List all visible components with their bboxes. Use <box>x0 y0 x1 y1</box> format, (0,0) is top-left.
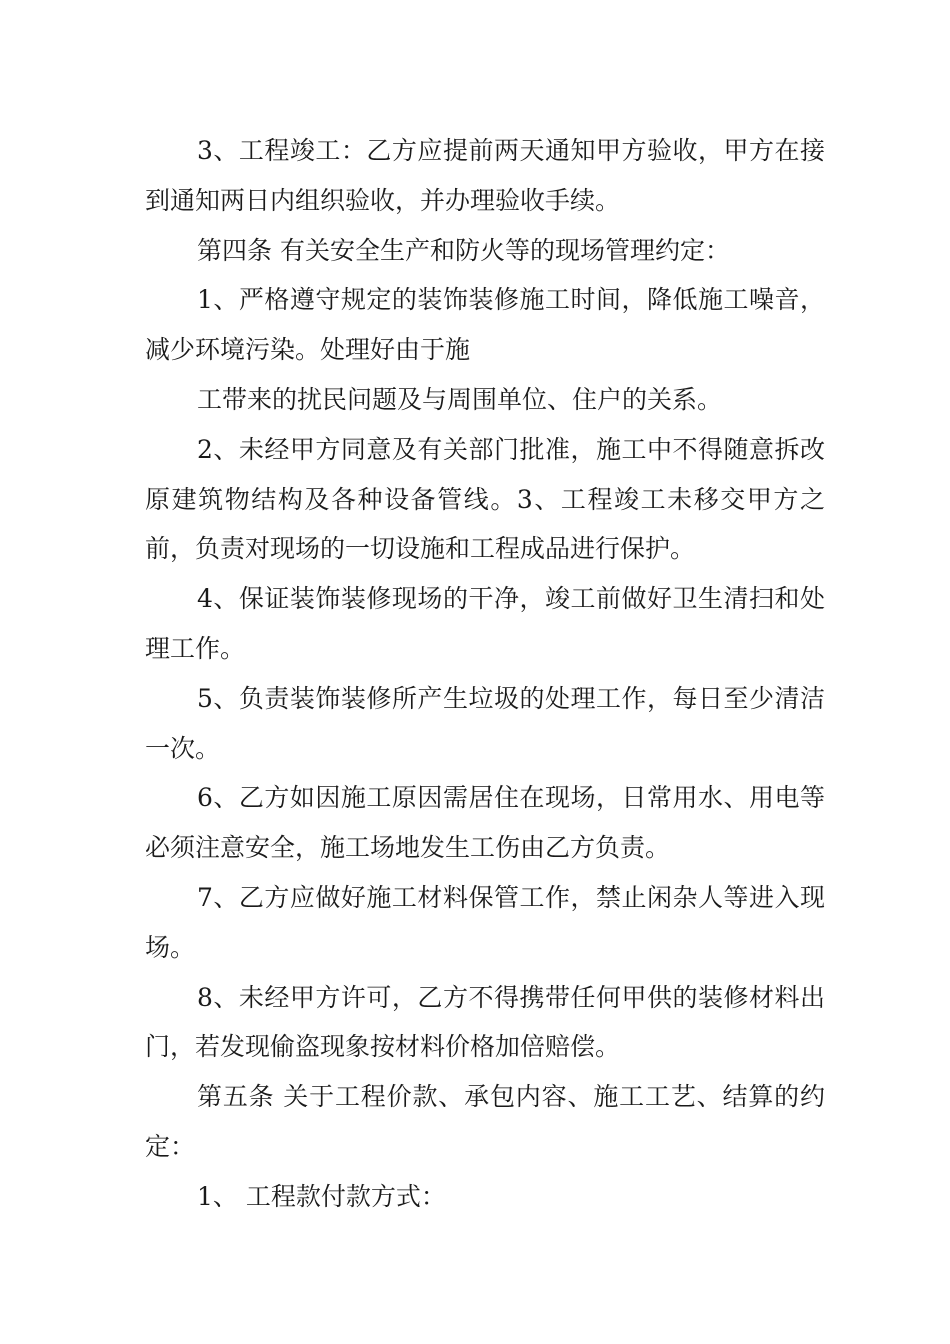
paragraph-item-2: 2、未经甲方同意及有关部门批准，施工中不得随意拆改原建筑物结构及各种设备管线。3、工程竣工未移交甲方之前，负责对现场的一切设施和工程成品进行保护。 <box>145 434 825 564</box>
paragraph-payment-method: 1、 工程款付款方式： <box>197 1181 446 1211</box>
paragraph-item-1: 1、严格遵守规定的装饰装修施工时间，降低施工噪音，减少环境污染。处理好由于施 <box>145 285 825 365</box>
paragraph-item-8: 8、未经甲方许可，乙方不得携带任何甲供的装修材料出门，若发现偷盗现象按材料价格加倍赔偿。 <box>145 982 825 1062</box>
paragraph-completion-acceptance: 3、工程竣工：乙方应提前两天通知甲方验收，甲方在接到通知两日内组织验收，并办理验收手续。 <box>145 136 825 215</box>
heading-article-five: 第五条 关于工程价款、承包内容、施工工艺、结算的约定： <box>145 1082 825 1161</box>
heading-article-four: 第四条 有关安全生产和防火等的现场管理约定： <box>197 235 730 265</box>
paragraph-item-4: 4、保证装饰装修现场的干净，竣工前做好卫生清扫和处理工作。 <box>145 584 825 663</box>
paragraph-item-1-continued: 工带来的扰民问题及与周围单位、住户的关系。 <box>197 384 723 414</box>
document-body <box>145 126 825 1222</box>
paragraph-item-5: 5、负责装饰装修所产生垃圾的处理工作，每日至少清洁一次。 <box>145 683 825 763</box>
paragraph-item-7: 7、乙方应做好施工材料保管工作，禁止闲杂人等进入现场。 <box>145 882 825 962</box>
paragraph-item-6: 6、乙方如因施工原因需居住在现场，日常用水、用电等必须注意安全，施工场地发生工伤由乙方负责。 <box>145 783 825 863</box>
